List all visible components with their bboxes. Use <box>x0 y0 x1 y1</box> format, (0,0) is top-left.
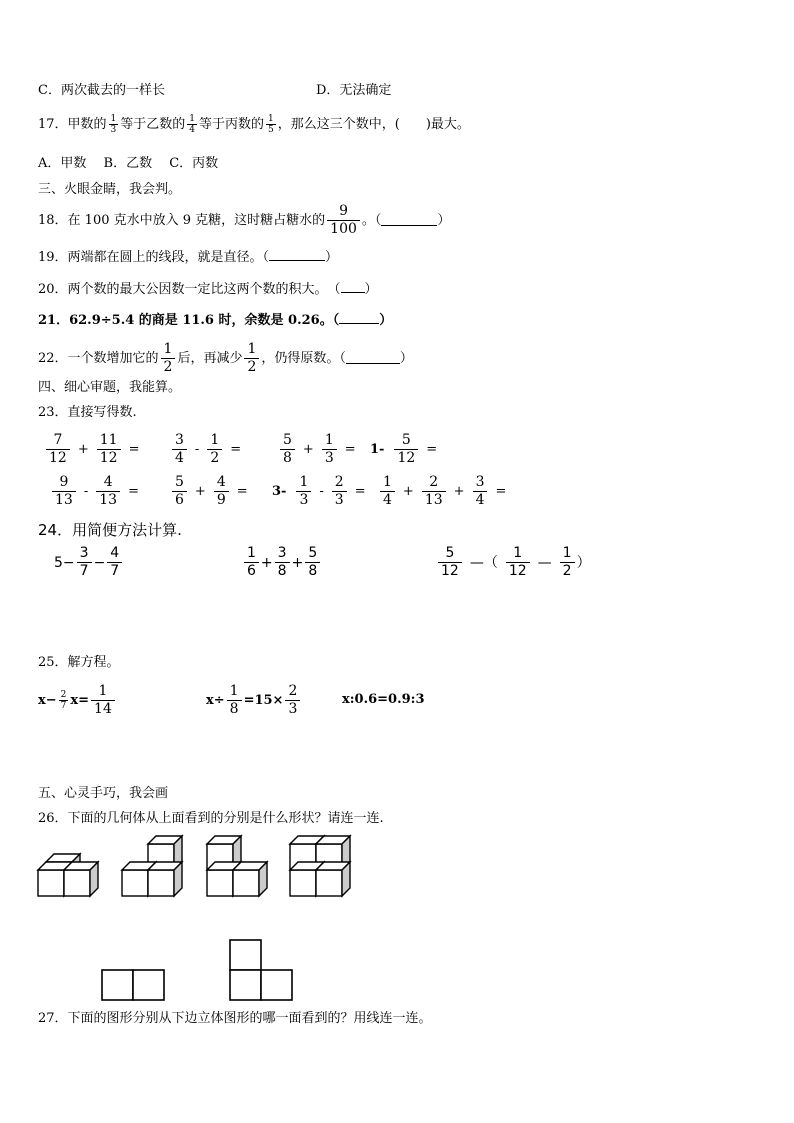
q25-equation-1: x− $\frac{2}{7}$ x= $\frac{1}{14}$ <box>38 683 117 718</box>
top-view-shape-2 <box>230 940 292 1000</box>
q23-item-2: $\frac{3}{4}$ - $\frac{1}{2}$ = <box>170 432 247 467</box>
fraction: $\frac{1}{4}$ <box>189 114 196 135</box>
top-view-shape-1 <box>102 970 164 1000</box>
fraction: $\frac{1}{2}$ <box>244 341 259 376</box>
q24-expr-2: $\frac{1}{6}$ + $\frac{3}{8}$ + $\frac{5}{8}$ <box>242 545 322 580</box>
section-3-title: 三、火眼金睛，我会判。 <box>38 182 182 197</box>
question-19: 19．两端都在圆上的线段，就是直径。（ ） <box>38 250 339 265</box>
fraction: $\frac{1}{2}$ <box>161 341 176 376</box>
q23-item-4: 1- $\frac{5}{12}$ = <box>370 432 438 466</box>
q23-item-8: $\frac{1}{4}$ + $\frac{2}{13}$ + $\frac{3}{4}$ = <box>378 474 512 509</box>
fraction: $\frac{1}{5}$ <box>268 114 274 135</box>
fraction: $\frac{1}{3}$ <box>110 114 117 135</box>
question-26-title: 26．下面的几何体从上面看到的分别是什么形状？请连一连. <box>38 811 384 826</box>
option-c: C．两次截去的一样长 <box>38 83 165 98</box>
question-22: 22．一个数增加它的 $\frac{1}{2}$ 后，再减少 $\frac{1}{2}$ ，仍得原数。（ ） <box>38 341 413 375</box>
section-5-title: 五、心灵手巧，我会画 <box>38 786 169 801</box>
q23-item-1: $\frac{7}{12}$ + $\frac{11}{12}$ = <box>44 432 145 467</box>
solid-figure-3 <box>207 836 267 896</box>
question-18: 18．在 100 克水中放入 9 克糖，这时糖占糖水的 $\frac{9}{100}$ 。（ ） <box>38 203 451 237</box>
q25-equation-3: x:0.6=0.9:3 <box>342 692 425 707</box>
fraction: $\frac{9}{100}$ <box>327 203 360 238</box>
section-4-title: 四、细心审题，我能算。 <box>38 380 182 395</box>
solid-figure-1 <box>38 854 98 896</box>
question-27-title: 27．下面的图形分别从下边立体图形的哪一面看到的？用线连一连。 <box>38 1011 432 1026</box>
solid-figure-2 <box>122 836 182 896</box>
q24-expr-3: $\frac{5}{12}$ —（ $\frac{1}{12}$ — $\frac{1}{2}$ ） <box>436 545 591 580</box>
question-24-title: 24．用简便方法计算. <box>38 521 182 539</box>
question-25-title: 25．解方程。 <box>38 655 120 670</box>
question-17: 17．甲数的 $\frac{1}{3}$ 等于乙数的 $\frac{1}{4}$ 等于丙数的 $\frac{1}{5}$ ，那么这三个数中，( )最大。 <box>38 114 470 135</box>
q23-item-7: 3- $\frac{1}{3}$ - $\frac{2}{3}$ = <box>272 474 366 508</box>
question-23-title: 23．直接写得数. <box>38 405 137 420</box>
question-21: 21．62.9÷5.4 的商是 11.6 时，余数是 0.26。（ ） <box>38 313 393 328</box>
option-d: D．无法确定 <box>316 83 392 98</box>
q23-item-6: $\frac{5}{6}$ + $\frac{4}{9}$ = <box>170 474 254 509</box>
question-20: 20．两个数的最大公因数一定比这两个数的积大。 （ ） <box>38 282 378 297</box>
question-17-options: A．甲数 B．乙数 C．丙数 <box>38 156 219 171</box>
solid-figure-4 <box>290 836 350 896</box>
q23-item-5: $\frac{9}{13}$ - $\frac{4}{13}$ = <box>50 474 145 509</box>
q25-equation-2: x÷ $\frac{1}{8}$ =15× $\frac{2}{3}$ <box>206 683 302 718</box>
q24-expr-1: 5− $\frac{3}{7}$ − $\frac{4}{7}$ <box>54 545 124 580</box>
q23-item-3: $\frac{5}{8}$ + $\frac{1}{3}$ = <box>278 432 362 467</box>
